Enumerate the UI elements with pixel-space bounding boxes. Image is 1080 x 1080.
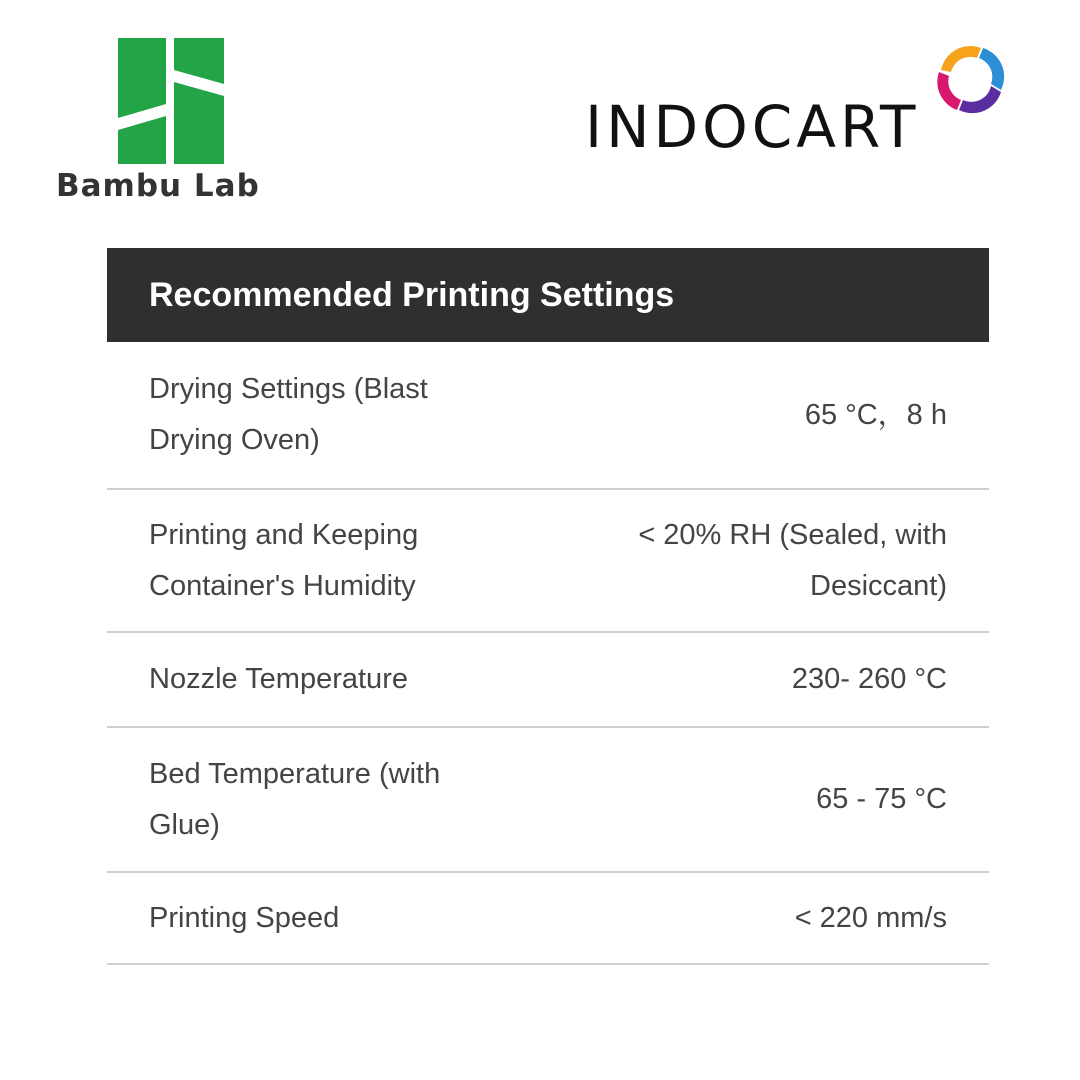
- row-label: Printing and Keeping Container's Humidity: [149, 518, 419, 602]
- row-label: Printing Speed: [149, 901, 340, 934]
- bambu-lab-wordmark: Bambu Lab: [56, 168, 260, 204]
- indocart-logo: [585, 40, 1015, 170]
- row-value: 230- 260 °C: [791, 663, 947, 695]
- row-value: < 20% RH (Sealed, with Desiccant): [638, 518, 947, 602]
- row-value: 65 °C，8 h: [804, 398, 947, 431]
- row-label: Drying Settings (Blast Drying Oven): [149, 373, 428, 456]
- row-label: Bed Temperature (with Glue): [149, 757, 441, 841]
- settings-row-nozzle-temperature: [107, 633, 989, 728]
- indocart-swirl-icon: [931, 40, 1009, 118]
- row-value: < 220 mm/s: [794, 901, 947, 934]
- settings-title: Recommended Printing Settings: [149, 275, 675, 314]
- settings-row-humidity: [107, 490, 989, 633]
- bambu-lab-logo: [56, 38, 296, 208]
- recommended-settings-table: [107, 248, 989, 965]
- row-value: 65 - 75 °C: [816, 783, 947, 815]
- settings-row-drying: [107, 342, 989, 490]
- bambu-lab-mark-icon: [118, 38, 224, 164]
- row-label: Nozzle Temperature: [149, 663, 408, 695]
- settings-header: [107, 248, 989, 342]
- settings-row-printing-speed: [107, 873, 989, 965]
- indocart-wordmark: INDOCART: [585, 93, 920, 161]
- settings-row-bed-temperature: [107, 728, 989, 873]
